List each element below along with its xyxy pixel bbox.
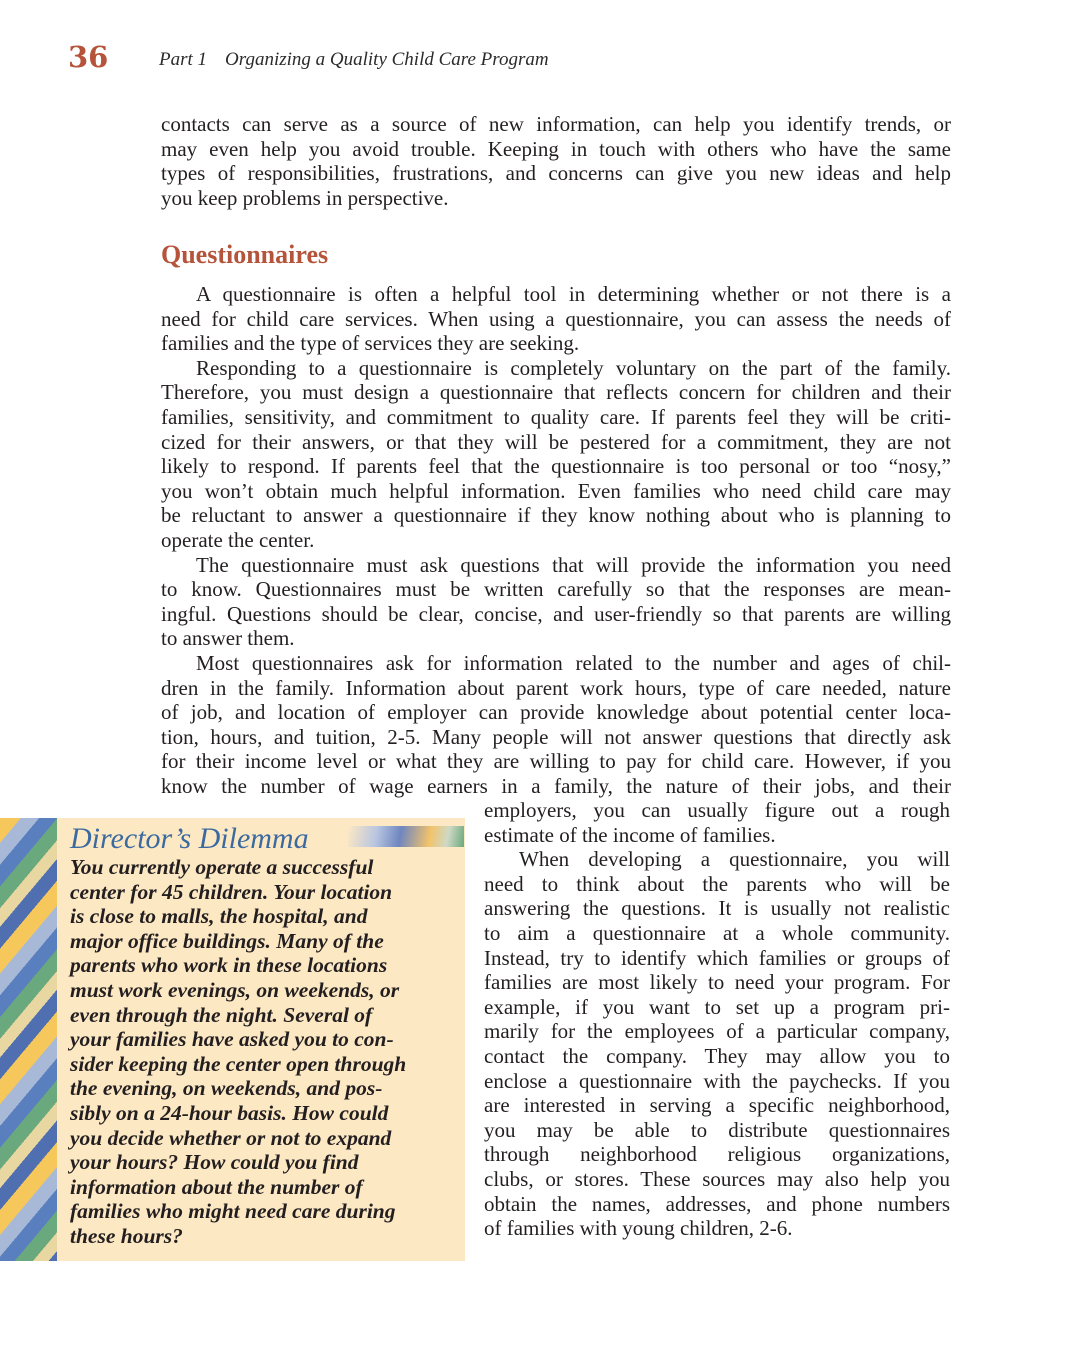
text-line: tion, hours, and tuition, 2-5. Many people will not answer questions that directly ask — [161, 724, 951, 749]
dilemma-line: sibly on a 24-hour basis. How could — [70, 1100, 389, 1125]
paragraph — [484, 847, 950, 1241]
paragraph — [161, 112, 951, 210]
text-line: families, sensitivity, and commitment to quality care. If parents feel they will be criti- — [161, 404, 951, 429]
dilemma-line: the evening, on weekends, and pos- — [70, 1076, 383, 1101]
text-line: When developing a questionnaire, you will — [519, 847, 950, 872]
text-line: example, if you want to set up a program pri- — [484, 994, 950, 1019]
text-line: employers, you can usually figure out a rough — [484, 798, 950, 822]
chapter-title: Organizing a Quality Child Care Program — [225, 49, 549, 70]
text-line: dren in the family. Information about parent work hours, type of care needed, nature — [161, 675, 951, 700]
dilemma-line: is close to malls, the hospital, and — [70, 904, 368, 929]
text-line: to answer them. — [161, 626, 295, 651]
main-column — [161, 282, 951, 798]
dilemma-line: major office buildings. Many of the — [70, 928, 384, 953]
text-line: Responding to a questionnaire is completely voluntary on the part of the family. — [196, 355, 951, 380]
text-line: know the number of wage earners in a family, the nature of their jobs, and their — [161, 773, 951, 798]
page-number: 36 — [68, 40, 109, 74]
text-line: you keep problems in perspective. — [161, 185, 449, 210]
dilemma-line: parents who work in these locations — [70, 953, 388, 978]
text-line: contacts can serve as a source of new information, can help you identify trends, or — [161, 112, 951, 136]
dilemma-line: must work evenings, on weekends, or — [70, 977, 400, 1002]
text-line: families and the type of services they are seeking. — [161, 331, 580, 356]
text-line: families are most likely to need your program. For — [484, 970, 950, 995]
text-line: through neighborhood religious organizations, — [484, 1142, 950, 1167]
paragraph — [484, 798, 950, 847]
text-line: estimate of the income of families. — [484, 822, 776, 847]
text-line: The questionnaire must ask questions that will provide the information you need — [196, 552, 951, 577]
text-line: clubs, or stores. These sources may also help you — [484, 1166, 950, 1191]
text-line: you may be able to distribute questionnaires — [484, 1117, 950, 1142]
right-column — [484, 798, 950, 1241]
dilemma-line: center for 45 children. Your location — [70, 879, 393, 904]
text-line: are interested in serving a specific neighborhood, — [484, 1093, 950, 1118]
dilemma-body — [70, 855, 448, 1249]
decorative-strip — [0, 818, 57, 1261]
text-line: Most questionnaires ask for information related to the number and ages of chil- — [196, 650, 951, 675]
section-heading: Questionnaires — [161, 240, 329, 269]
text-line: ingful. Questions should be clear, concise, and user-friendly so that parents are willing — [161, 601, 951, 626]
text-line: contact the company. They may allow you to — [484, 1043, 950, 1068]
running-head — [159, 49, 549, 71]
part-label: Part 1 — [159, 49, 208, 70]
dilemma-line: your families have asked you to con- — [70, 1027, 394, 1052]
text-line: need to think about the parents who will be — [484, 871, 950, 896]
text-line: of job, and location of employer can provide knowledge about potential center loca- — [161, 700, 951, 725]
text-line: likely to respond. If parents feel that the questionnaire is too personal or too “nosy,” — [161, 454, 951, 479]
paragraph — [161, 356, 951, 553]
text-line: obtain the names, addresses, and phone numbers — [484, 1191, 950, 1216]
dilemma-line: families who might need care during — [70, 1199, 396, 1224]
decorative-band — [348, 826, 464, 847]
text-line: operate the center. — [161, 527, 315, 552]
dilemma-title: Director’s Dilemma — [70, 822, 309, 855]
text-line: Therefore, you must design a questionnaire that reflects concern for children and their — [161, 380, 951, 405]
text-line: A questionnaire is often a helpful tool in determining whether or not there is a — [196, 282, 951, 306]
text-line: to aim a questionnaire at a whole community. — [484, 920, 950, 945]
dilemma-line: your hours? How could you find — [70, 1150, 359, 1175]
intro-paragraph-block — [161, 112, 951, 210]
text-line: may even help you avoid trouble. Keeping in touch with others who have the same — [161, 136, 951, 161]
dilemma-line: these hours? — [70, 1223, 183, 1248]
dilemma-line: even through the night. Several of — [70, 1002, 373, 1027]
paragraph — [161, 282, 951, 356]
text-line: marily for the employees of a particular company, — [484, 1019, 950, 1044]
text-line: cized for their answers, or that they will be pestered for a commitment, they are not — [161, 429, 951, 454]
text-line: enclose a questionnaire with the paychecks. If you — [484, 1068, 950, 1093]
dilemma-line: information about the number of — [70, 1174, 363, 1199]
text-line: for their income level or what they are willing to pay for child care. However, if you — [161, 749, 951, 774]
dilemma-line: You currently operate a successful — [70, 855, 374, 879]
text-line: types of responsibilities, frustrations, and concerns can give you new ideas and help — [161, 161, 951, 186]
dilemma-line: sider keeping the center open through — [70, 1051, 407, 1076]
dilemma-line: you decide whether or not to expand — [70, 1125, 392, 1150]
text-line: Instead, try to identify which families or groups of — [484, 945, 950, 970]
text-line: be reluctant to answer a questionnaire if they know nothing about who is planning to — [161, 503, 951, 528]
text-line: need for child care services. When using a questionnaire, you can assess the needs of — [161, 306, 951, 331]
paragraph — [161, 553, 951, 651]
text-line: answering the questions. It is usually not realistic — [484, 896, 950, 921]
text-line: you won’t obtain much helpful information. Even families who need child care may — [161, 478, 951, 503]
text-line: to know. Questionnaires must be written carefully so that the responses are mean- — [161, 577, 951, 602]
text-line: of families with young children, 2-6. — [484, 1216, 793, 1241]
paragraph — [161, 651, 951, 799]
